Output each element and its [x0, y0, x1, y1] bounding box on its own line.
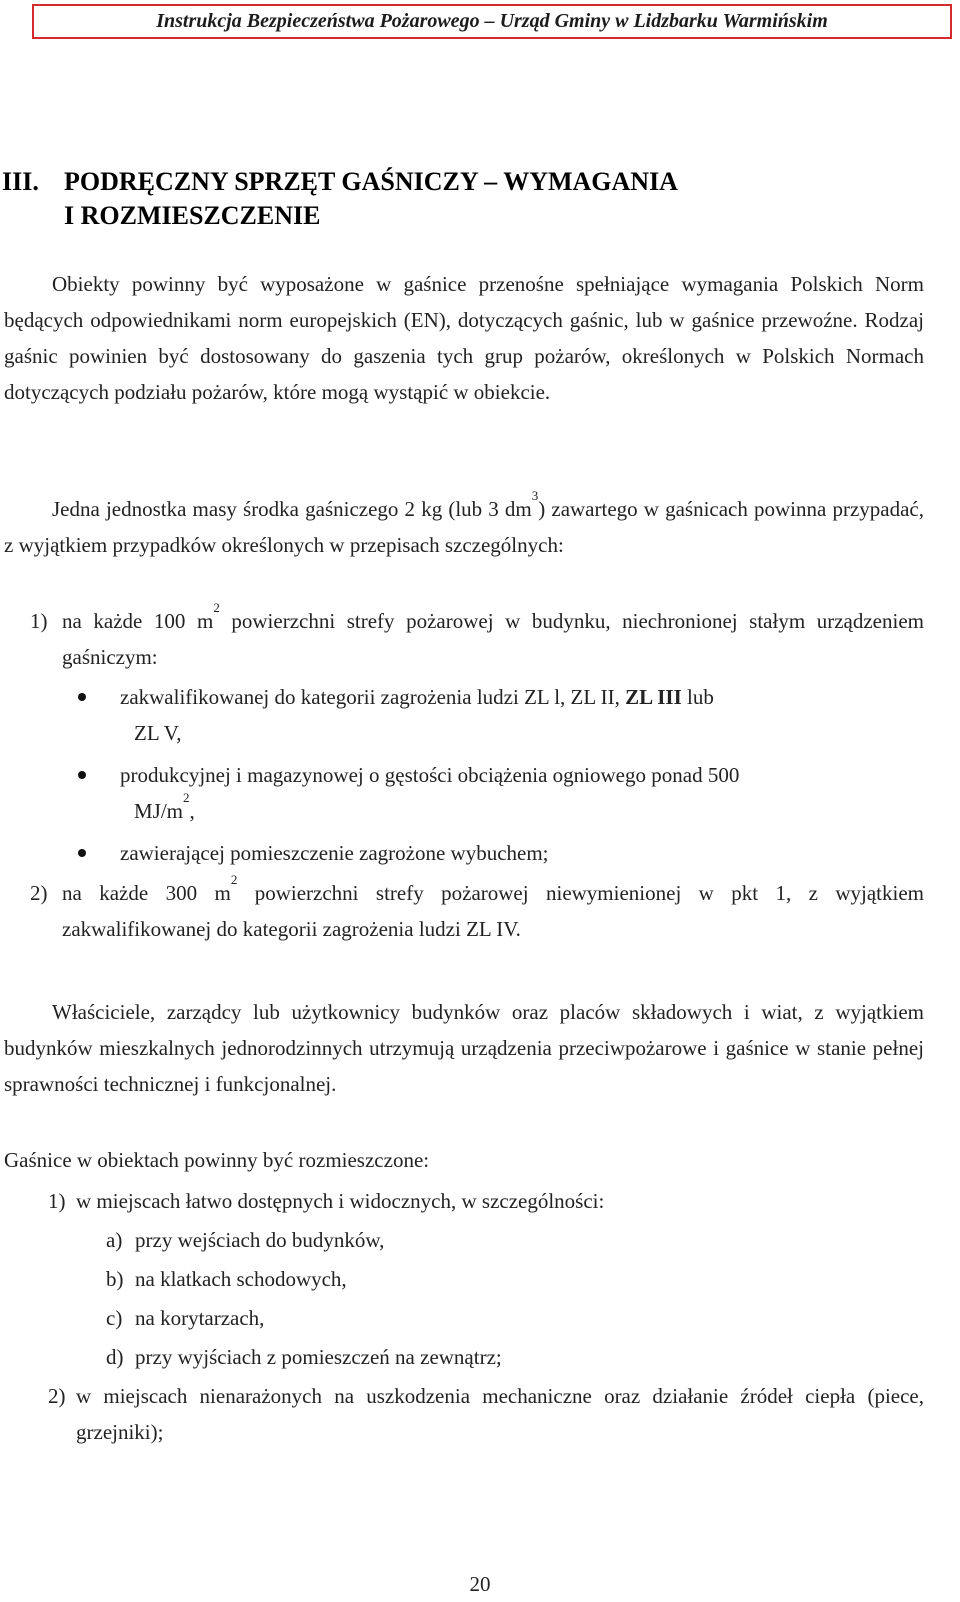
sub-list-item	[106, 1222, 906, 1258]
bullet-text-line1: zawierającej pomieszczenie zagrożone wybuchem;	[120, 841, 549, 865]
list-number: 2)	[48, 1384, 66, 1408]
list-item-text: w miejscach nienarażonych na uszkodzenia mechaniczne oraz działanie źródeł ciepła (piece, grzejniki);	[76, 1384, 924, 1444]
paragraph-extinguisher-requirements: Obiekty powinny być wyposażone w gaśnice przenośne spełniające wymagania Polskich Norm będących odpowiednikami norm europejskich (EN), dotyczących gaśnic, lub w gaśnice przewoźne. Rodzaj gaśnic powinien być dostosowany do gaszenia tych grup pożarów, określonych w Polskich Normach dotyczących podziału pożarów, które mogą wystąpić w obiekcie.	[4, 272, 924, 404]
sub-list-text: przy wejściach do budynków,	[135, 1228, 385, 1252]
page-number: 20	[469, 1572, 491, 1596]
sub-list-label: a)	[106, 1228, 123, 1252]
list-item-text	[62, 872, 925, 947]
list-number: 2)	[30, 881, 48, 905]
sub-list-text: na korytarzach,	[135, 1306, 265, 1330]
placement-intro: Gaśnice w obiektach powinny być rozmieszczone:	[4, 1148, 430, 1172]
superscript-2: 2	[213, 600, 220, 615]
bullet-text-line1: produkcyjnej i magazynowej o gęstości obciążenia ogniowego ponad 500	[120, 763, 740, 787]
list-number: 1)	[48, 1189, 66, 1213]
placement-item-1	[48, 1183, 924, 1219]
header-text: Instrukcja Bezpieczeństwa Pożarowego – Urząd Gminy w Lidzbarku Warmińskim	[156, 10, 828, 32]
list-number: 1)	[30, 609, 48, 633]
superscript-2: 2	[183, 790, 190, 805]
bullet-icon	[78, 679, 120, 751]
list-item-2	[30, 872, 925, 947]
sub-list-label: c)	[106, 1306, 123, 1330]
document-header	[32, 4, 952, 39]
paragraph-owners-duties: Właściciele, zarządcy lub użytkownicy budynków oraz placów składowych i wiat, z wyjątkiem budynków mieszkalnych jednorodzinnych utrzymują urządzenia przeciwpożarowe i gaśnice w stanie pełnej sprawności technicznej i funkcjonalnej.	[4, 1000, 924, 1096]
bullet-text-b: lub	[681, 685, 714, 709]
placement-item-2	[48, 1378, 924, 1450]
bullet-text-a: zakwalifikowanej do kategorii zagrożenia ludzi ZL l, ZL II,	[120, 685, 626, 709]
sub-list-text: przy wyjściach z pomieszczeń na zewnątrz;	[135, 1345, 502, 1369]
paragraph-agent-mass-text-b: ) zawartego w gaśnicach powinna przypadać, z wyjątkiem przypadków określonych w przepisach szczególnych:	[4, 497, 924, 557]
sub-list-label: b)	[106, 1267, 124, 1291]
bullet-item	[78, 679, 924, 751]
bullet-icon	[78, 757, 120, 829]
list-item-1	[30, 600, 924, 675]
list-item-text-b: powierzchni strefy pożarowej w budynku, niechronionej stałym urządzeniem gaśniczym:	[62, 609, 924, 669]
superscript-2: 2	[230, 872, 238, 887]
section-title-line2: I ROZMIESZCZENIE	[64, 201, 321, 230]
superscript-3: 3	[531, 488, 539, 503]
sub-list-label: d)	[106, 1345, 124, 1369]
paragraph-agent-mass-text-a: Jedna jednostka masy środka gaśniczego 2 kg (lub 3 dm	[52, 497, 532, 521]
section-title-line1: PODRĘCZNY SPRZĘT GAŚNICZY – WYMAGANIA	[64, 167, 678, 196]
bullet-item	[78, 835, 924, 871]
placement-sub-list	[106, 1222, 906, 1375]
list-item-text-b: powierzchni strefy pożarowej niewymienionej w pkt 1, z wyjątkiem zakwalifikowanej do kategorii zagrożenia ludzi ZL IV.	[62, 881, 925, 941]
section-title	[2, 165, 902, 233]
list-item-text-a: na każde 300 m	[62, 881, 231, 905]
sub-list-item	[106, 1261, 906, 1297]
bullet-list	[78, 679, 924, 871]
list-item-text	[62, 600, 924, 675]
paragraph-agent-mass	[4, 488, 924, 563]
bullet-item	[78, 757, 924, 829]
section-number: III.	[2, 167, 39, 196]
list-item-text-a: na każde 100 m	[62, 609, 214, 633]
list-item-text: w miejscach łatwo dostępnych i widocznych, w szczególności:	[76, 1189, 605, 1213]
bullet-text-unit: MJ/m	[134, 799, 184, 823]
sub-list-item	[106, 1339, 906, 1375]
sub-list-item	[106, 1300, 906, 1336]
bullet-text-bold: ZL III	[625, 685, 682, 709]
bullet-text-line2: ZL V,	[134, 721, 182, 745]
bullet-text-comma: ,	[189, 799, 195, 823]
sub-list-text: na klatkach schodowych,	[135, 1267, 347, 1291]
bullet-icon	[78, 835, 120, 871]
